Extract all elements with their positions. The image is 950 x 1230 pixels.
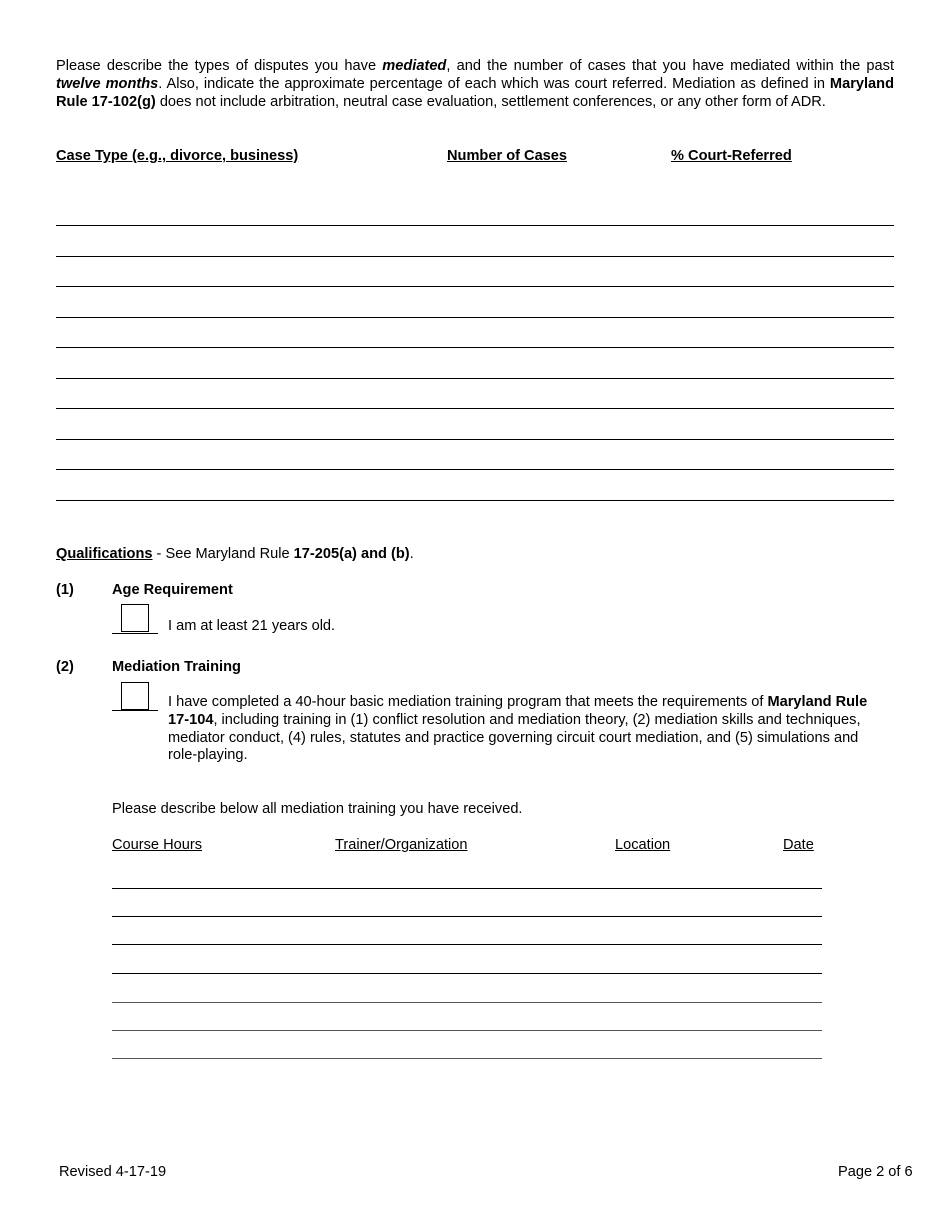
training-entry-line[interactable] bbox=[112, 1030, 822, 1031]
case-entry-line[interactable] bbox=[56, 256, 894, 257]
training-checkbox-line bbox=[112, 710, 158, 711]
course-hours-header: Course Hours bbox=[112, 837, 203, 853]
training-entry-line[interactable] bbox=[112, 973, 822, 974]
trainer-organization-header: Trainer/Organization bbox=[335, 837, 468, 853]
qualifications-end: . bbox=[409, 546, 414, 562]
training-section-number: (2) bbox=[56, 659, 74, 675]
case-entry-line[interactable] bbox=[56, 317, 894, 318]
qualifications-rule: 17-205(a) and (b) bbox=[293, 546, 410, 562]
case-entry-line[interactable] bbox=[56, 500, 894, 501]
age-section-title: Age Requirement bbox=[112, 582, 233, 598]
training-statement bbox=[168, 694, 878, 765]
page-number: Page 2 of 6 bbox=[838, 1164, 913, 1180]
case-entry-line[interactable] bbox=[56, 225, 894, 226]
court-referred-header: % Court-Referred bbox=[671, 148, 792, 164]
age-checkbox[interactable] bbox=[121, 604, 149, 632]
training-section-title: Mediation Training bbox=[112, 659, 241, 675]
location-header: Location bbox=[615, 837, 671, 853]
training-entry-line[interactable] bbox=[112, 944, 822, 945]
training-description-prompt: Please describe below all mediation training you have received. bbox=[112, 801, 523, 817]
age-checkbox-label: I am at least 21 years old. bbox=[168, 618, 336, 634]
qualifications-heading bbox=[56, 546, 414, 564]
case-entry-line[interactable] bbox=[56, 439, 894, 440]
qualifications-text: - See Maryland Rule bbox=[152, 546, 294, 562]
case-entry-line[interactable] bbox=[56, 286, 894, 287]
age-checkbox-line bbox=[112, 633, 158, 634]
training-entry-line[interactable] bbox=[112, 916, 822, 917]
training-statement-text-1: I have completed a 40-hour basic mediation training program that meets the requirements of bbox=[168, 694, 768, 710]
intro-text-3: . Also, indicate the approximate percentage of each which was court referred. Mediation as defined in bbox=[158, 75, 830, 92]
training-checkbox[interactable] bbox=[121, 682, 149, 710]
instructions-paragraph bbox=[56, 58, 894, 111]
number-of-cases-header: Number of Cases bbox=[447, 148, 568, 164]
training-statement-text-2: , including training in (1) conflict resolution and mediation theory, (2) mediation skills and techniques, mediator conduct, (4) rules, statutes and practice governing circuit court mediation, and (5) simulations and role-playing. bbox=[168, 711, 861, 764]
training-rule-reference: Maryland Rule 17-104 bbox=[168, 694, 868, 728]
case-type-header: Case Type (e.g., divorce, business) bbox=[56, 148, 299, 164]
date-header: Date bbox=[783, 837, 814, 853]
intro-text-2: , and the number of cases that you have mediated within the past bbox=[446, 58, 894, 74]
qualifications-label: Qualifications bbox=[56, 546, 153, 562]
case-entry-line[interactable] bbox=[56, 408, 894, 409]
intro-text-4: does not include arbitration, neutral case evaluation, settlement conferences, or any other form of ADR. bbox=[155, 93, 826, 110]
training-entry-line[interactable] bbox=[112, 1002, 822, 1003]
intro-rule-reference: Maryland Rule 17-102(g) bbox=[56, 75, 894, 110]
age-section-number: (1) bbox=[56, 582, 74, 598]
case-entry-line[interactable] bbox=[56, 378, 894, 379]
case-entry-line[interactable] bbox=[56, 347, 894, 348]
intro-emphasis-twelve-months: twelve months bbox=[56, 75, 159, 92]
intro-emphasis-mediated: mediated bbox=[382, 58, 447, 74]
training-entry-line[interactable] bbox=[112, 888, 822, 889]
case-entry-line[interactable] bbox=[56, 469, 894, 470]
revision-date: Revised 4-17-19 bbox=[59, 1164, 167, 1180]
intro-text-1: Please describe the types of disputes you have bbox=[56, 58, 383, 74]
training-entry-line[interactable] bbox=[112, 1058, 822, 1059]
